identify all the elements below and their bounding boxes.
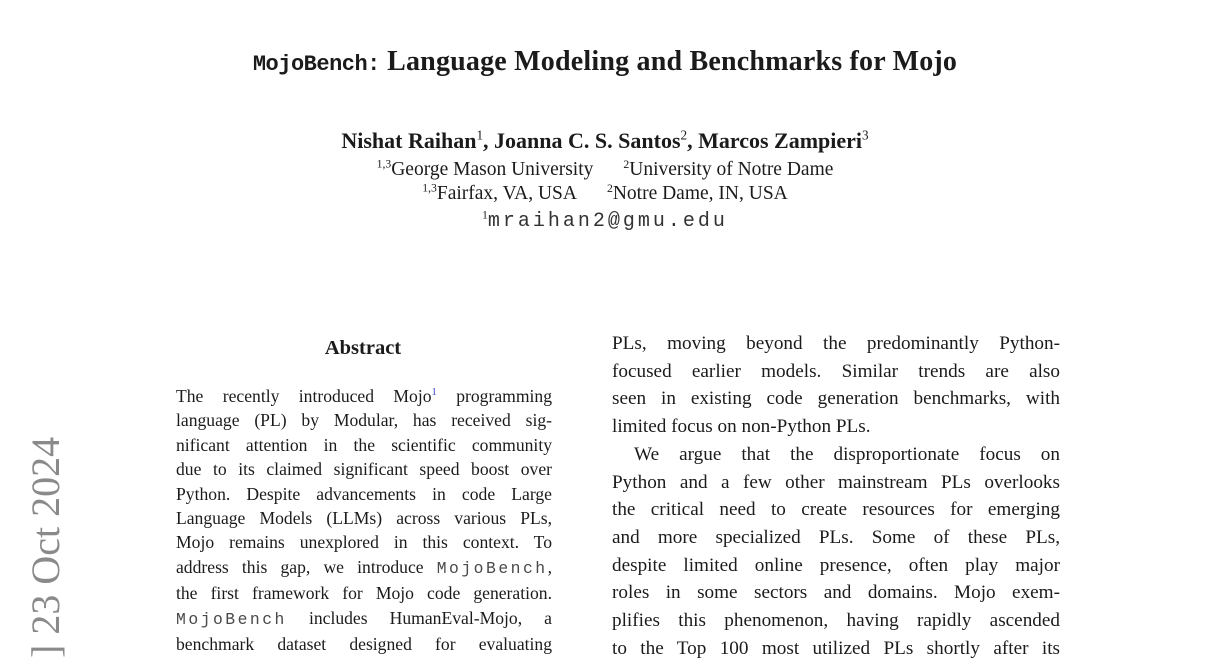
abstract-line: Python. Despite advancements in code Large: [176, 483, 552, 504]
body-text-line: despite limited online presence, often play major: [612, 554, 1060, 576]
abstract-line-text: The recently introduced Mojo: [176, 386, 432, 406]
body-text-line: Python and a few other mainstream PLs overlooks: [612, 471, 1060, 493]
abstract-line: [176, 384, 552, 408]
footnote-link[interactable]: 1: [431, 387, 437, 399]
email-address: mraihan2@gmu.edu: [487, 210, 728, 233]
email-line: [5, 210, 1205, 233]
body-text-line: PLs, moving beyond the predominantly Python-: [612, 333, 1060, 354]
paper-title-rest: Language Modeling and Benchmarks for Mojo: [379, 46, 958, 77]
paper-title: [5, 46, 1205, 78]
affiliation-line-1: [5, 159, 1205, 181]
affiliation-line-2: [5, 183, 1205, 205]
body-paragraph: [612, 330, 1060, 441]
body-text-line: limited focus on non-Python PLs.: [612, 416, 871, 438]
body-paragraph: [612, 441, 1060, 662]
email-sup: 1: [482, 209, 488, 222]
body-text-line: seen in existing code generation benchmarks, with: [612, 388, 1060, 410]
arxiv-clipped-glyph: ]: [23, 644, 68, 658]
paper-title-mono: MojoBench:: [252, 52, 380, 77]
arxiv-watermark: [22, 238, 70, 658]
abstract-line: Language Models (LLMs) across various PLs,: [176, 508, 552, 529]
body-text-line: roles in some sectors and domains. Mojo exem-: [612, 582, 1060, 604]
author-sup: 2: [680, 127, 688, 143]
affiliation-sup: 2: [623, 157, 630, 171]
paper-header: [5, 46, 1205, 233]
author-sup: 3: [862, 127, 869, 143]
author-separator: ,: [687, 128, 699, 153]
body-text-line: and more specialized PLs. Some of these PLs,: [612, 526, 1060, 548]
abstract-line-text: includes HumanEval-Mojo, a: [286, 607, 552, 628]
author-sup: 1: [476, 127, 484, 143]
abstract-line: nificant attention in the scientific community: [176, 434, 552, 455]
inline-code-mojobench: MojoBench: [436, 558, 548, 578]
author-name: Nishat Raihan: [341, 128, 477, 153]
affiliation-text: George Mason University: [391, 159, 594, 180]
abstract-heading: Abstract: [324, 337, 402, 359]
affiliation-sup: 2: [606, 181, 613, 195]
affiliation-text: Fairfax, VA, USA: [436, 183, 577, 204]
abstract-line-text: ,: [547, 556, 552, 577]
abstract-line: benchmark dataset designed for evaluating: [176, 634, 552, 655]
abstract-line-text: address this gap, we introduce: [176, 556, 437, 577]
affiliation-sup: 1,3: [376, 157, 392, 171]
author-separator: ,: [483, 128, 495, 153]
affiliation-sup: 1,3: [422, 181, 437, 195]
abstract-line: Mojo remains unexplored in this context. To: [176, 532, 552, 553]
abstract-line: due to its claimed significant speed boost over: [176, 459, 552, 480]
abstract-text: [176, 384, 552, 656]
body-text-line: focused earlier models. Similar trends are also: [612, 360, 1060, 382]
abstract-line: [176, 555, 552, 581]
author-name: Marcos Zampieri: [698, 128, 863, 153]
abstract-line: language (PL) by Modular, has received sig-: [176, 410, 552, 431]
abstract-line: [176, 606, 552, 632]
authors-line: [5, 128, 1205, 154]
abstract-line-text: programming: [436, 386, 552, 406]
inline-code-mojobench: MojoBench: [176, 609, 287, 629]
body-text-line: to the Top 100 most utilized PLs shortly after its: [612, 637, 1060, 659]
body-column: [612, 330, 1060, 662]
arxiv-date: 23 Oct 2024: [23, 436, 68, 635]
abstract-line: the first framework for Mojo code generation.: [176, 583, 552, 604]
body-text-line: the critical need to create resources for emerging: [612, 499, 1060, 521]
affiliation-text: Notre Dame, IN, USA: [612, 183, 788, 204]
author-name: Joanna C. S. Santos: [494, 128, 681, 153]
body-text-line: plifies this phenomenon, having rapidly ascended: [612, 610, 1060, 632]
body-text-line: We argue that the disproportionate focus on: [634, 443, 1060, 465]
affiliation-text: University of Notre Dame: [629, 159, 834, 180]
